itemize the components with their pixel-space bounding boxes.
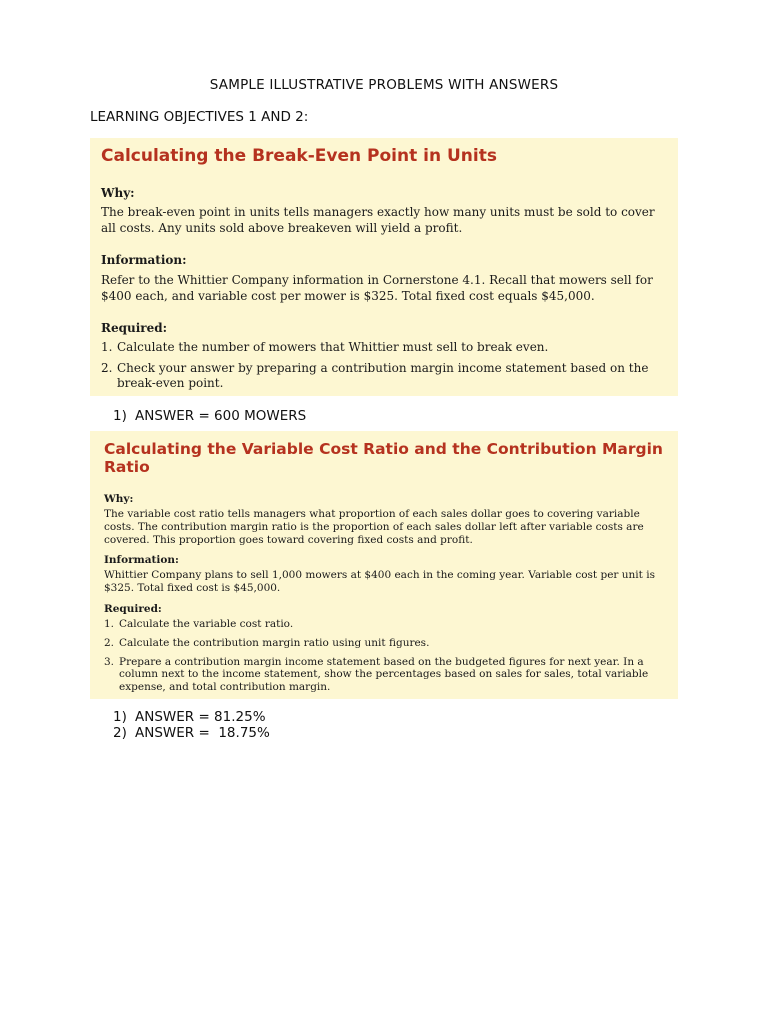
problem-box-cost-ratio (90, 431, 678, 699)
document-title: SAMPLE ILLUSTRATIVE PROBLEMS WITH ANSWERS (209, 77, 559, 93)
required-heading: Required: (101, 321, 168, 335)
answer-line: 1) ANSWER = 81.25% (113, 709, 266, 725)
information-text: Whittier Company plans to sell 1,000 mowers at $400 each in the coming year. Variable cost per unit is $325. Total fixed cost is $45,000. (104, 569, 655, 595)
list-item: 3. Prepare a contribution margin income statement based on the budgeted figures for next year. In a column next to the income statement, show the percentages based on sales for sales, total variable expense, and total contribution margin. (104, 655, 649, 694)
list-item: 1. Calculate the variable cost ratio. (104, 617, 294, 630)
information-heading: Information: (101, 253, 187, 267)
list-item: 2. Check your answer by preparing a contribution margin income statement based on the break-even point. (101, 360, 649, 390)
answers-block-1 (113, 408, 306, 424)
list-item: 1. Calculate the number of mowers that Whittier must sell to break even. (101, 340, 549, 354)
required-heading: Required: (104, 602, 162, 615)
answer-line: 2) ANSWER = 18.75% (113, 725, 270, 741)
information-text: Refer to the Whittier Company information in Cornerstone 4.1. Recall that mowers sell for $400 each, and variable cost per mower is $325. Total fixed cost equals $45,000. (101, 273, 653, 303)
why-heading: Why: (101, 186, 135, 200)
answer-line: 1) ANSWER = 600 MOWERS (113, 408, 307, 424)
why-heading: Why: (104, 493, 134, 505)
why-text: The break-even point in units tells managers exactly how many units must be sold to cover all costs. Any units sold above breakeven will yield a profit. (101, 205, 655, 235)
information-heading: Information: (104, 554, 179, 567)
problem-box-break-even (90, 138, 678, 396)
problem-title: Calculating the Variable Cost Ratio and the Contribution Margin Ratio (104, 440, 663, 476)
problem-title: Calculating the Break-Even Point in Units (101, 146, 497, 166)
learning-objectives-heading: LEARNING OBJECTIVES 1 AND 2: (90, 109, 309, 125)
list-item: 2. Calculate the contribution margin ratio using unit figures. (104, 636, 430, 649)
answers-block-2 (113, 709, 270, 741)
why-text: The variable cost ratio tells managers what proportion of each sales dollar goes to covering variable costs. The contribution margin ratio is the proportion of each sales dollar left after variable costs are covered. This proportion goes toward covering fixed costs and profit. (104, 508, 644, 546)
required-list (101, 340, 666, 392)
required-list (104, 618, 666, 694)
